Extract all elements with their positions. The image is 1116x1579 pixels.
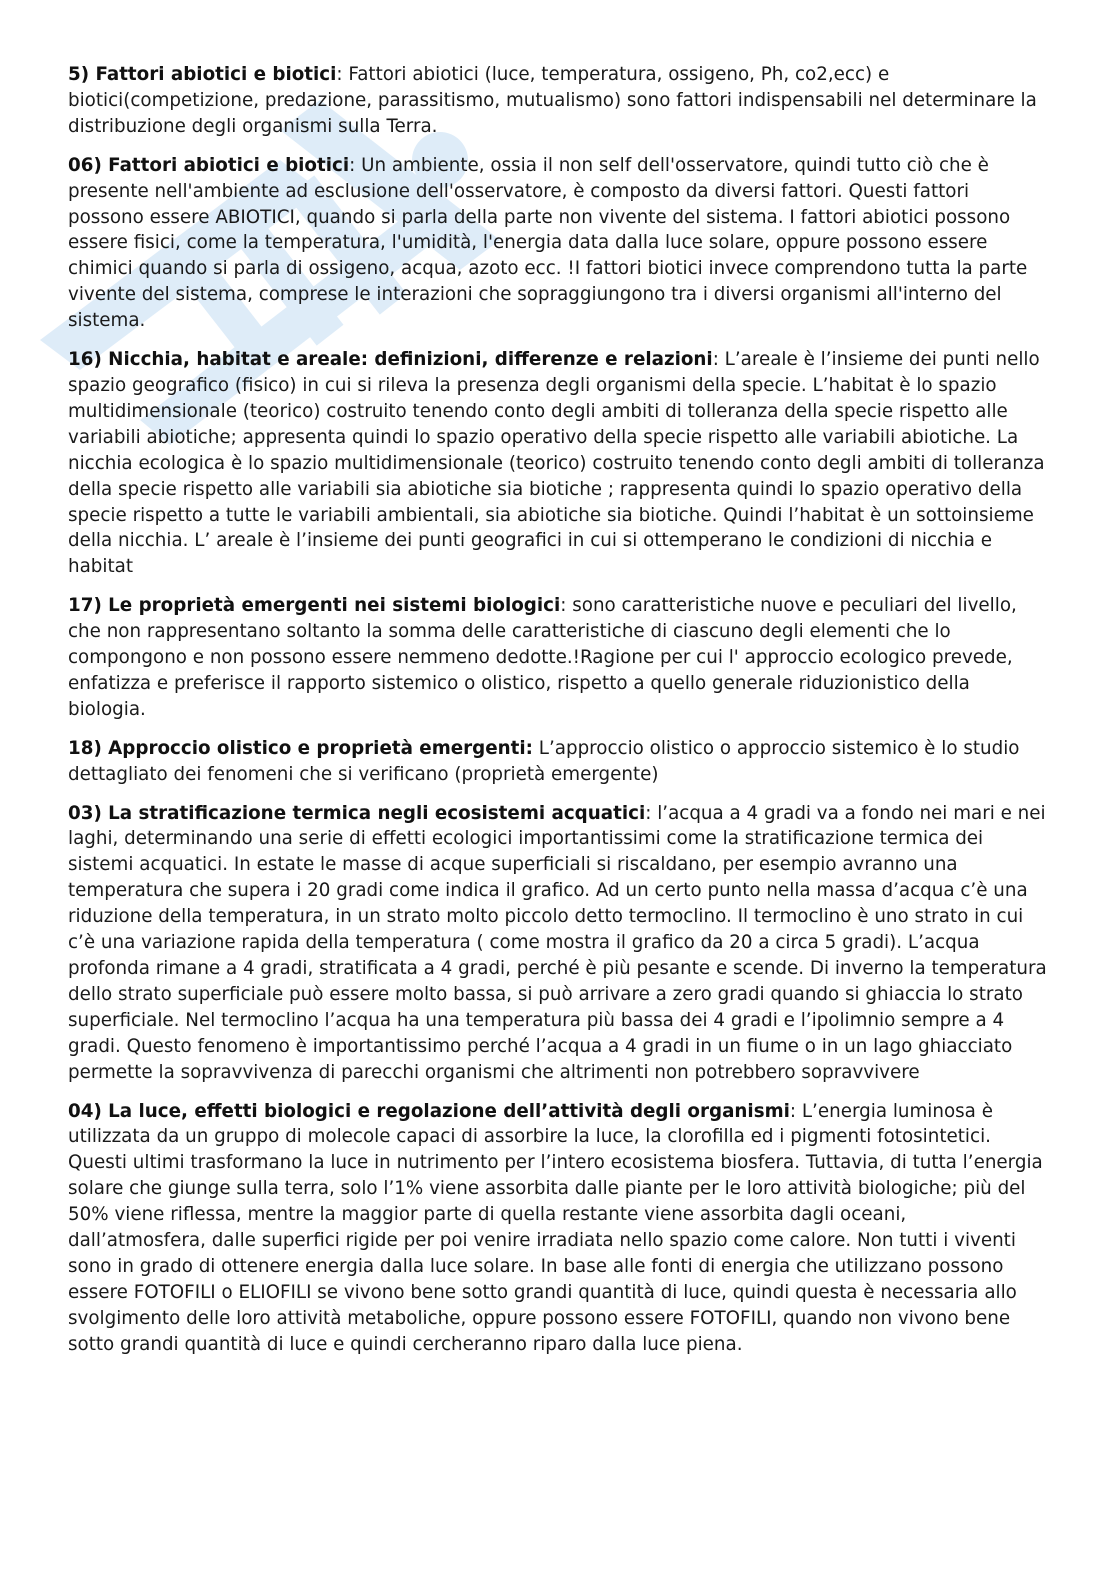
document-body [68, 62, 1048, 1371]
section-title: 5) Fattori abiotici e biotici [68, 64, 337, 85]
section-text: : Un ambiente, ossia il non self dell'osservatore, quindi tutto ciò che è presente nell'ambiente ad esclusione dell'osservatore, è composto da diversi fattori. Questi fattori possono essere ABIOTICI, quando si parla della parte non vivente del sistema. I fattori abiotici possono essere fisici, come la temperatura, l'umidità, l'energia data dalla luce solare, oppure possono essere chimici quando si parla di ossigeno, acqua, azoto ecc. !I fattori biotici invece comprendono tutta la parte vivente del sistema, comprese le interazioni che sopraggiungono tra i diversi organismi all'interno del sistema. [68, 154, 1028, 332]
section-title: 17) Le proprietà emergenti nei sistemi biologici [68, 595, 561, 617]
section-nicchia-habitat-areale [68, 347, 1048, 580]
section-title: 04) La luce, effetti biologici e regolazione dell’attività degli organismi [68, 1100, 790, 1122]
section-text: : L’areale è l’insieme dei punti nello spazio geografico (fisico) in cui si rileva la presenza degli organismi della specie. L’habitat è lo spazio multidimensionale (teorico) costruito tenendo conto degli ambiti di tolleranza della specie rispetto alle variabili abiotiche; appresenta quindi lo spazio operativo della specie rispetto alle variabili abiotiche. La nicchia ecologica è lo spazio multidimensionale (teorico) costruito tenendo conto degli ambiti di tolleranza della specie rispetto alle variabili sia abiotiche sia biotiche ; rappresenta quindi lo spazio operativo della specie rispetto a tutte le variabili ambientali, sia abiotiche sia biotiche. Quindi l’habitat è un sottoinsieme della nicchia. L’ areale è l’insieme dei punti geografici in cui si ottemperano le condizioni di nicchia e habitat [68, 349, 1045, 578]
section-title: 18) Approccio olistico e proprietà emergenti: [68, 737, 533, 759]
section-title: 06) Fattori abiotici e biotici [68, 154, 350, 176]
section-fattori-abiotici-biotici-06 [68, 153, 1048, 334]
section-text: : Fattori abiotici (luce, temperatura, ossigeno, Ph, co2,ecc) e biotici(competizione, predazione, parassitismo, mutualismo) sono fattori indispensabili nel determinare la distribuzione degli organismi sulla Terra. [68, 64, 1037, 137]
section-luce-effetti-biologici [68, 1099, 1048, 1358]
section-proprieta-emergenti [68, 593, 1048, 723]
section-text: : sono caratteristiche nuove e peculiari del livello, che non rappresentano soltanto la somma delle caratteristiche di ciascuno degli elementi che lo compongono e non possono essere nemmeno dedotte.!Ragione per cui l' approccio ecologico prevede, enfatizza e preferisce il rapporto sistemico o olistico, rispetto a quello generale riduzionistico della biologia. [68, 595, 1017, 720]
section-fattori-abiotici-biotici-5 [68, 62, 1048, 140]
section-approccio-olistico [68, 736, 1048, 788]
section-text: L’approccio olistico o approccio sistemico è lo studio dettagliato dei fenomeni che si verificano (proprietà emergente) [68, 737, 1020, 785]
section-stratificazione-termica [68, 801, 1048, 1086]
section-title: 16) Nicchia, habitat e areale: definizioni, differenze e relazioni [68, 349, 713, 371]
section-title: 03) La stratificazione termica negli ecosistemi acquatici [68, 802, 646, 824]
section-text: : l’acqua a 4 gradi va a fondo nei mari e nei laghi, determinando una serie di effetti ecologici importantissimi come la stratificazione termica dei sistemi acquatici. In estate le masse di acque superficiali si riscaldano, per esempio avranno una temperatura che supera i 20 gradi come indica il grafico. Ad un certo punto nella massa d’acqua c’è una riduzione della temperatura, in un strato molto piccolo detto termoclino. Il termoclino è uno strato in cui c’è una variazione rapida della temperatura ( come mostra il grafico da 20 a circa 5 gradi). L’acqua profonda rimane a 4 gradi, stratificata a 4 gradi, perché è più pesante e scende. Di inverno la temperatura dello strato superficiale può essere molto bassa, si può arrivare a zero gradi quando si ghiaccia lo strato superficiale. Nel termoclino l’acqua ha una temperatura più bassa dei 4 gradi e l’ipolimnio sempre a 4 gradi. Questo fenomeno è importantissimo perché l’acqua a 4 gradi in un fiume o in un lago ghiacciato permette la sopravvivenza di parecchi organismi che altrimenti non potrebbero sopravvivere [68, 802, 1047, 1083]
section-text: : L’energia luminosa è utilizzata da un gruppo di molecole capaci di assorbire la luce, la clorofilla ed i pigmenti fotosintetici. Questi ultimi trasformano la luce in nutrimento per l’intero ecosistema biosfera. Tuttavia, di tutta l’energia solare che giunge sulla terra, solo l’1% viene assorbita dalle piante per le loro attività biologiche; più del 50% viene riflessa, mentre la maggior parte di quella restante viene assorbita dagli oceani, dall’atmosfera, dalle superfici rigide per poi venire irradiata nello spazio come calore. Non tutti i viventi sono in grado di ottenere energia dalla luce solare. In base alle fonti di energia che utilizzano possono essere FOTOFILI o ELIOFILI se vivono bene sotto grandi quantità di luce, quindi questa è necessaria allo svolgimento delle loro attività metaboliche, oppure possono essere FOTOFILI, quando non vivono bene sotto grandi quantità di luce e quindi cercheranno riparo dalla luce piena. [68, 1100, 1043, 1355]
